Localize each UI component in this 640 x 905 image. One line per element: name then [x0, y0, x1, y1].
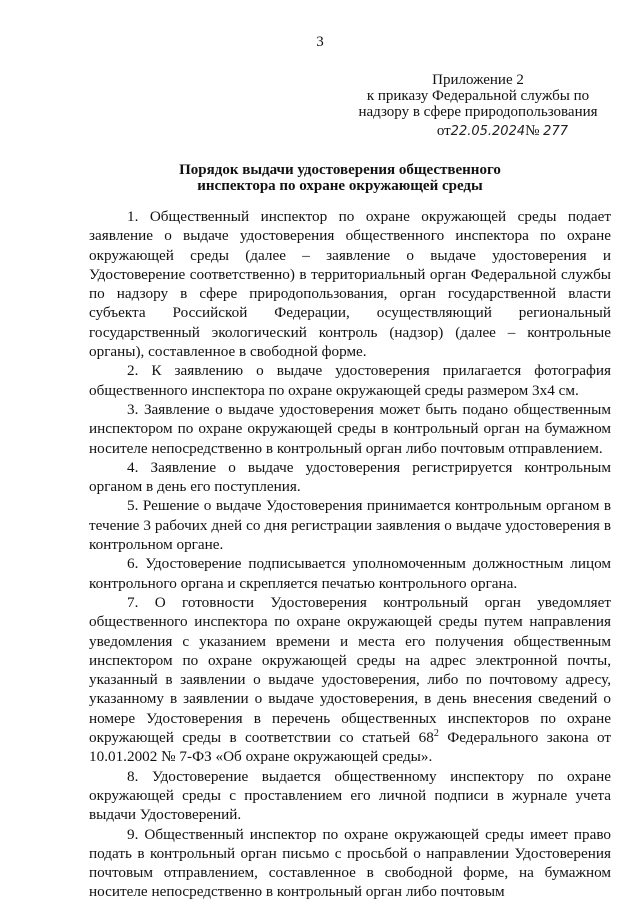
appendix-line-3: надзору в сфере природопользования [358, 104, 598, 120]
paragraph-3: 3. Заявление о выдаче удостоверения может быть подано общественным инспектором по охране окружающей среды в контрольный орган на бумажном носителе непосредственно в контрольный орган либо почтовым отправлением. [89, 400, 611, 457]
page-number: 3 [316, 34, 324, 50]
paragraph-7-text-end: Федерального закона от 10.01.2002 № 7-ФЗ «Об охране окружающей среды». [89, 729, 611, 766]
appendix-line-1: Приложение 2 [432, 72, 524, 88]
order-number-handwritten: 277 [543, 124, 568, 139]
paragraph-5: 5. Решение о выдаче Удостоверения принимается контрольным органом в течение 3 рабочих дней со дня регистрации заявления о выдаче удостоверения в контрольном органе. [89, 497, 611, 554]
paragraph-9: 9. Общественный инспектор по охране окружающей среды имеет право подать в контрольный орган письмо с просьбой о направлении Удостоверения почтовым отправлением, составленное в свободной форме, на бумажном носителе непосредственно в контрольный орган либо почтовым [89, 825, 611, 901]
paragraph-2: 2. К заявлению о выдаче удостоверения прилагается фотография общественного инспектора по охране окружающей среды размером 3х4 см. [89, 362, 611, 399]
document-body [89, 207, 611, 902]
order-prefix: от [436, 123, 451, 139]
paragraph-8: 8. Удостоверение выдается общественному инспектору по охране окружающей среды с проставлением его личной подписи в журнале учета выдачи Удостоверений. [89, 767, 611, 824]
appendix-header [358, 72, 598, 120]
order-date-number [437, 122, 568, 141]
title-line-1: Порядок выдачи удостоверения общественного [179, 162, 501, 178]
order-number-sign: № [525, 123, 540, 139]
title-line-2: инспектора по охране окружающей среды [197, 178, 483, 194]
paragraph-7 [89, 593, 611, 767]
paragraph-7-superscript: 2 [433, 727, 439, 739]
appendix-line-2: к приказу Федеральной службы по [366, 88, 590, 104]
paragraph-1: 1. Общественный инспектор по охране окружающей среды подает заявление о выдаче удостоверения общественного инспектора по охране окружающей среды (далее – заявление о выдаче удостоверения и Удостоверение соответственно) в территориальный орган Федеральной службы по надзору в сфере природопользования, орган государственной власти субъекта Российской Федерации, осуществляющий региональный государственный экологический контроль (надзор) (далее – контрольные органы), составленное в свободной форме. [89, 208, 611, 361]
paragraph-7-text: 7. О готовности Удостоверения контрольный орган уведомляет общественного инспектора по охране окружающей среды путем направления уведомления с указанием времени и места его получения общественным инспектором по охране окружающей среды на адрес электронной почты, указанный в заявлении о выдаче удостоверения, либо по почтовому адресу, указанному в заявлении о выдаче удостоверения, в день внесения сведений о номере Удостоверения в перечень общественных инспекторов по охране окружающей среды в соответствии со статьей 68 [89, 593, 611, 747]
paragraph-4: 4. Заявление о выдаче удостоверения регистрируется контрольным органом в день его поступления. [89, 458, 611, 496]
paragraph-6: 6. Удостоверение подписывается уполномоченным должностным лицом контрольного органа и скрепляется печатью контрольного органа. [89, 555, 611, 592]
order-date-handwritten: 22.05.2024 [450, 124, 526, 139]
document-title [60, 162, 620, 194]
